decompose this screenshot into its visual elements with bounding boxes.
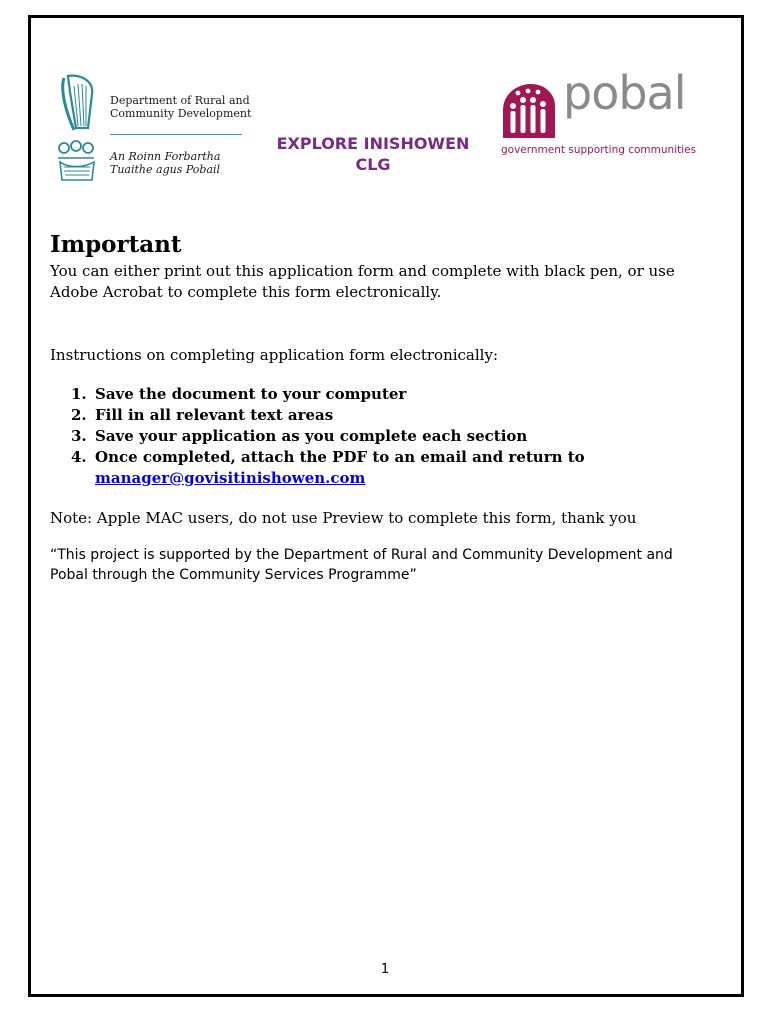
step-number: 3. xyxy=(71,427,87,445)
step-text: Fill in all relevant text areas xyxy=(95,406,334,424)
step-number: 2. xyxy=(71,406,87,424)
step-text: Save the document to your computer xyxy=(95,385,407,403)
org-title-line2: CLG xyxy=(355,155,391,174)
pobal-people-icon xyxy=(497,80,559,140)
intro-paragraph: You can either print out this application form and complete with black pen, or use Adobe Acrobat to complete this form electronically. xyxy=(50,262,675,301)
manager-email-link[interactable]: manager@govisitinishowen.com xyxy=(95,469,366,487)
irish-name-line2: Tuaithe agus Pobail xyxy=(110,163,221,176)
main-content xyxy=(50,230,710,585)
community-figures-icon xyxy=(54,140,102,184)
funding-statement: “This project is supported by the Department of Rural and Community Development and Pobal through the Community Services Programme” xyxy=(50,547,673,583)
mac-users-note: Note: Apple MAC users, do not use Preview to complete this form, thank you xyxy=(50,509,637,527)
pobal-wordmark: pobal xyxy=(563,66,686,120)
page-number: 1 xyxy=(380,962,390,977)
dept-name-line2: Community Development xyxy=(110,107,252,120)
step-number: 1. xyxy=(71,385,87,403)
step-item xyxy=(50,384,710,405)
step-item xyxy=(50,426,710,447)
pobal-tagline: government supporting communities xyxy=(501,144,697,156)
instruction-steps xyxy=(50,384,710,489)
step-text: Save your application as you complete each section xyxy=(95,427,528,445)
instructions-intro: Instructions on completing application form electronically: xyxy=(50,346,498,364)
dept-rural-community-logo xyxy=(54,72,254,190)
dept-divider xyxy=(110,134,242,135)
step-text: Once completed, attach the PDF to an email and return to xyxy=(95,448,585,466)
step-number: 4. xyxy=(71,448,87,466)
step-item xyxy=(50,447,710,489)
harp-icon xyxy=(58,72,98,132)
irish-name-line1: An Roinn Forbartha xyxy=(110,150,221,163)
step-item xyxy=(50,405,710,426)
important-heading: Important xyxy=(50,231,182,258)
dept-name-line1: Department of Rural and xyxy=(110,94,250,107)
org-title xyxy=(258,133,488,175)
org-title-line1: EXPLORE INISHOWEN xyxy=(276,134,470,153)
pobal-logo xyxy=(497,66,697,160)
